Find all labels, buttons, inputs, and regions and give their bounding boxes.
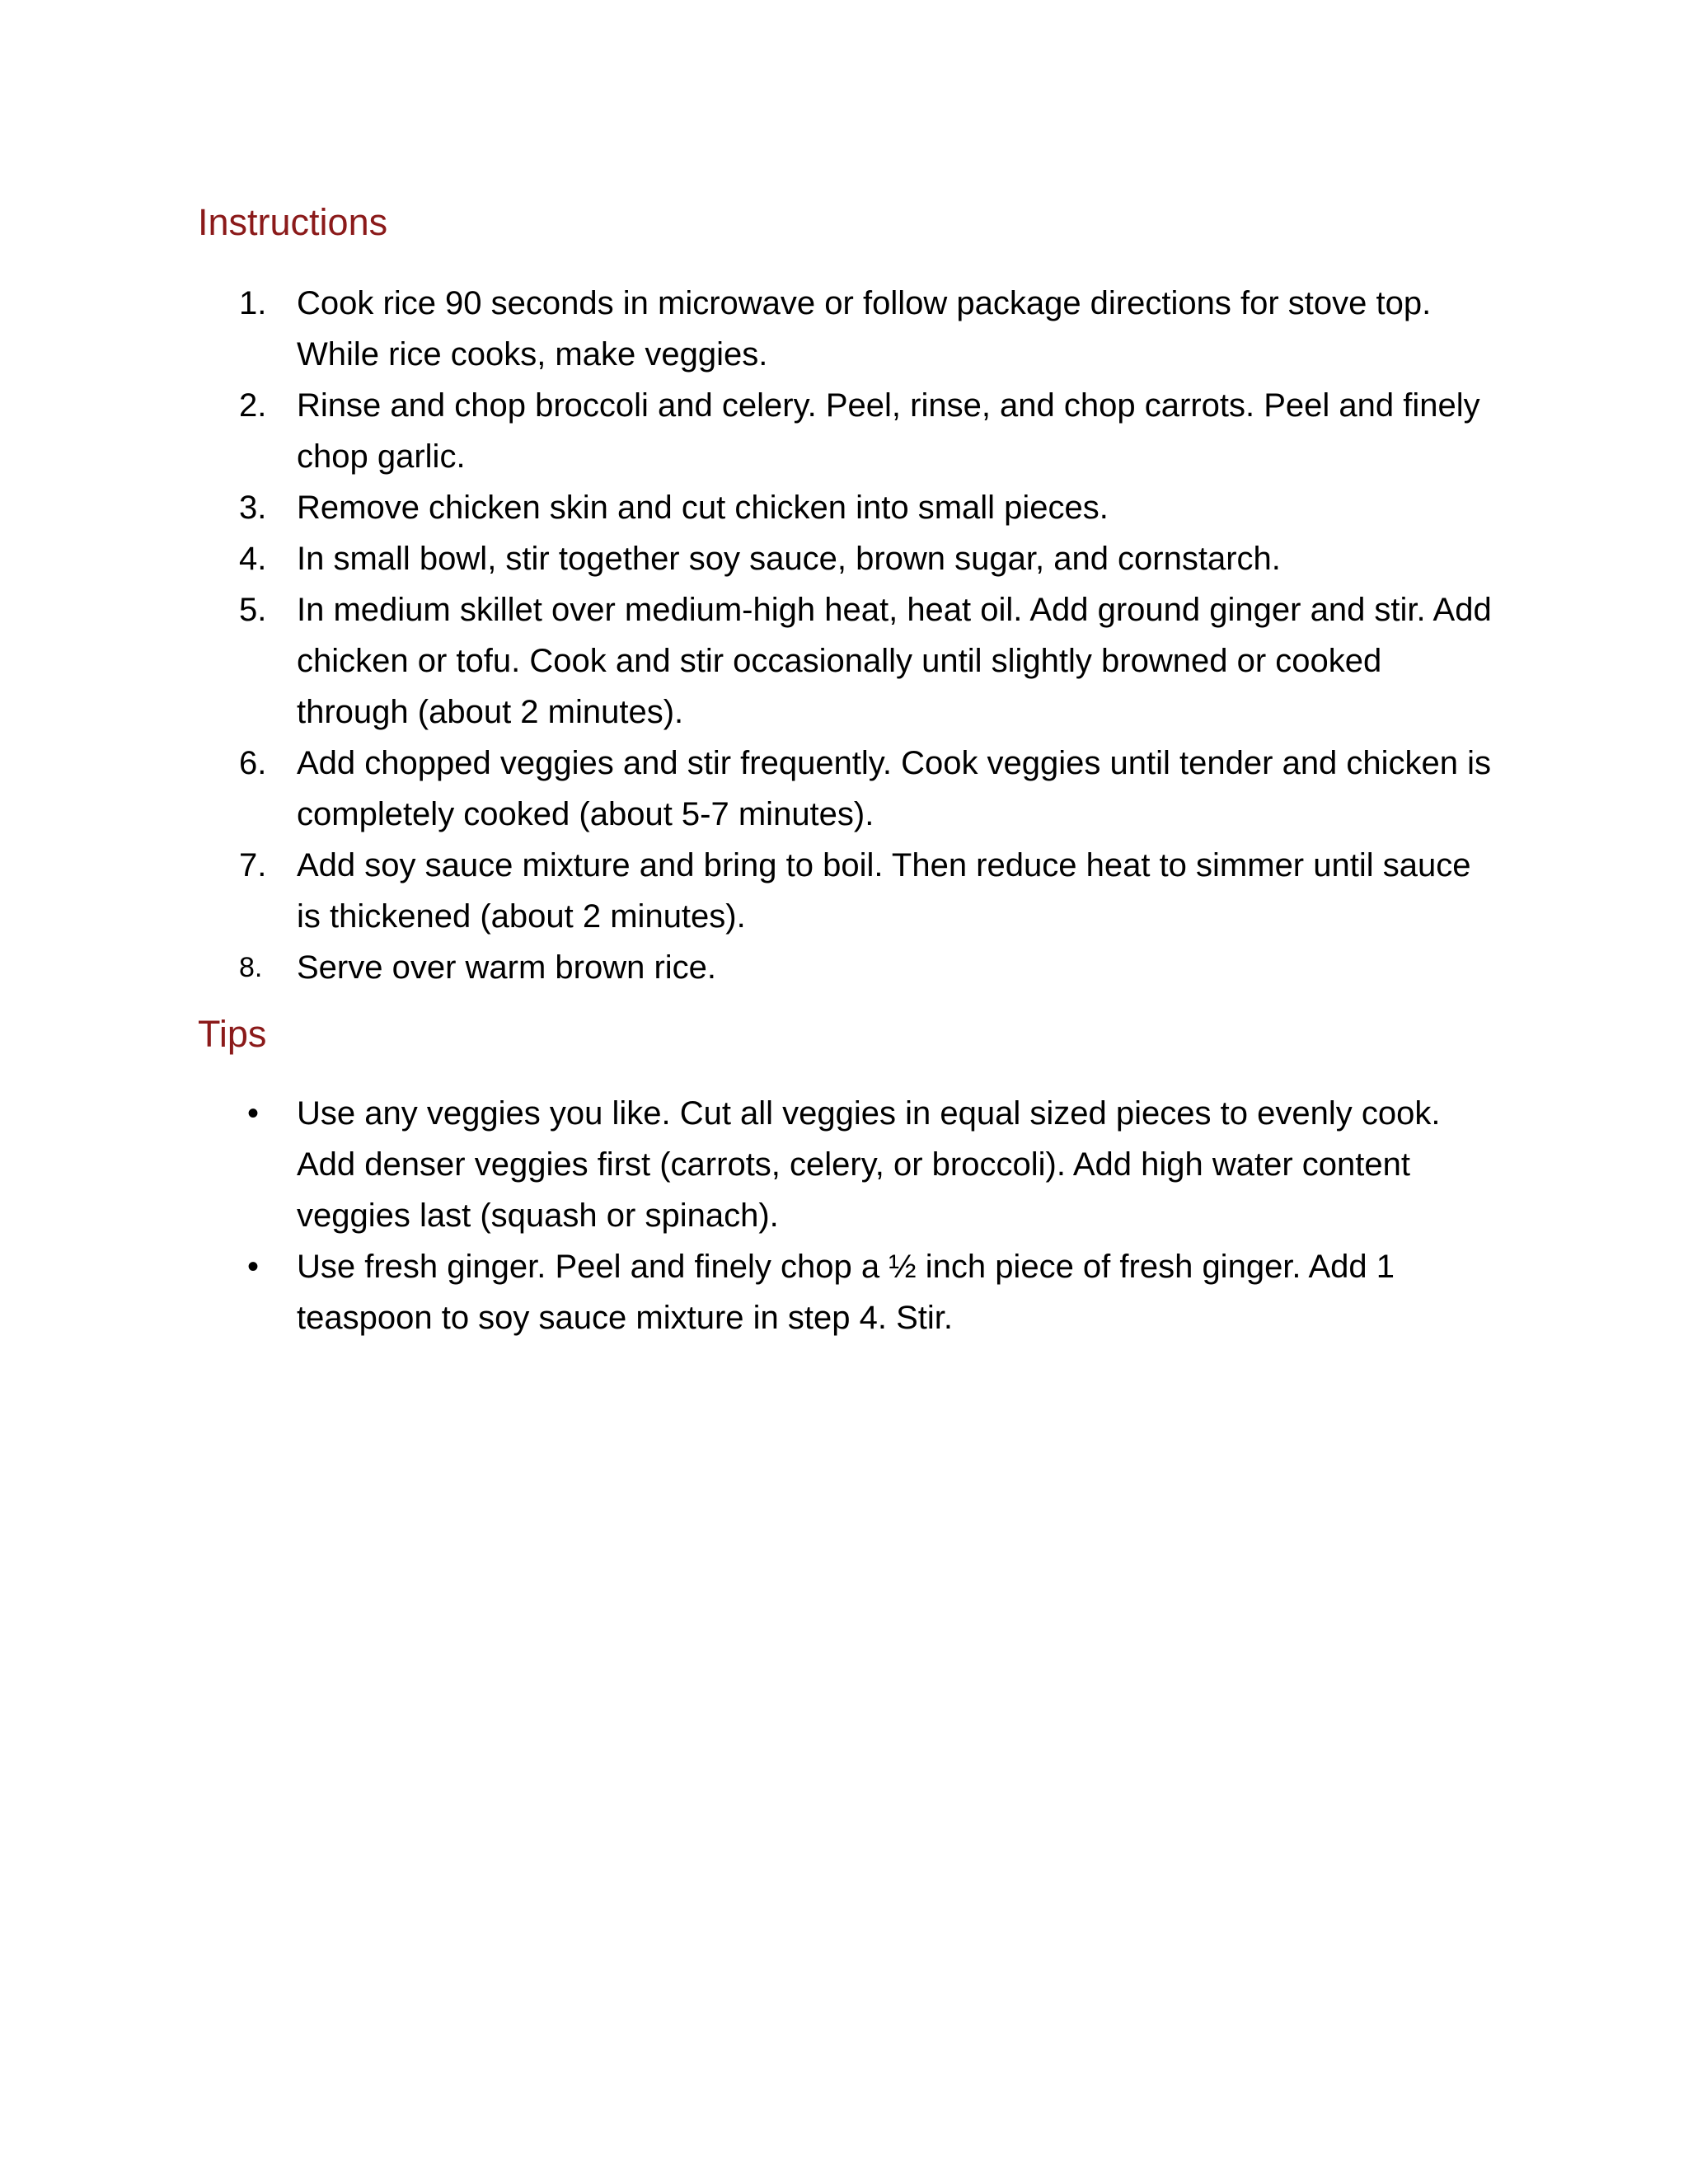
instruction-step xyxy=(0,380,1500,482)
step-text: In medium skillet over medium-high heat, heat oil. Add ground ginger and stir. Add chicken or tofu. Cook and stir occasionally until slightly browned or cooked through (about 2 minutes). xyxy=(297,592,1492,730)
step-number: 2. xyxy=(239,387,267,424)
step-text: Add soy sauce mixture and bring to boil. Then reduce heat to simmer until sauce is thickened (about 2 minutes). xyxy=(297,847,1471,935)
tips-list xyxy=(0,1088,1688,1343)
step-number: 8. xyxy=(239,952,263,983)
instructions-heading: Instructions xyxy=(198,201,388,243)
tips-heading: Tips xyxy=(198,1013,267,1055)
bullet-icon: • xyxy=(247,1095,260,1132)
step-text: Cook rice 90 seconds in microwave or follow package directions for stove top. While rice cooks, make veggies. xyxy=(297,285,1432,373)
instructions-list xyxy=(0,278,1688,993)
instruction-step xyxy=(0,278,1500,380)
instruction-step xyxy=(0,584,1500,738)
step-number: 1. xyxy=(239,285,267,321)
step-number: 4. xyxy=(239,541,267,577)
instruction-step xyxy=(0,942,1500,993)
tip-text: Use fresh ginger. Peel and finely chop a ½ inch piece of fresh ginger. Add 1 teaspoon to soy sauce mixture in step 4. Stir. xyxy=(297,1249,1395,1336)
bullet-icon: • xyxy=(247,1249,260,1285)
step-text: Add chopped veggies and stir frequently. Cook veggies until tender and chicken is completely cooked (about 5-7 minutes). xyxy=(297,745,1492,832)
step-text: Rinse and chop broccoli and celery. Peel, rinse, and chop carrots. Peel and finely chop garlic. xyxy=(297,387,1480,475)
tip-item xyxy=(0,1088,1500,1241)
step-number: 5. xyxy=(239,592,267,628)
step-text: Remove chicken skin and cut chicken into small pieces. xyxy=(297,490,1109,526)
instruction-step xyxy=(0,533,1500,584)
instruction-step xyxy=(0,482,1500,533)
step-text: In small bowl, stir together soy sauce, brown sugar, and cornstarch. xyxy=(297,541,1281,577)
step-number: 3. xyxy=(239,490,267,526)
step-text: Serve over warm brown rice. xyxy=(297,949,717,986)
tip-text: Use any veggies you like. Cut all veggies in equal sized pieces to evenly cook. Add denser veggies first (carrots, celery, or broccoli). Add high water content veggies last (squash or spinach). xyxy=(297,1095,1441,1234)
instruction-step xyxy=(0,738,1500,840)
tip-item xyxy=(0,1241,1500,1343)
instruction-step xyxy=(0,840,1500,942)
step-number: 6. xyxy=(239,745,267,781)
step-number: 7. xyxy=(239,847,267,883)
